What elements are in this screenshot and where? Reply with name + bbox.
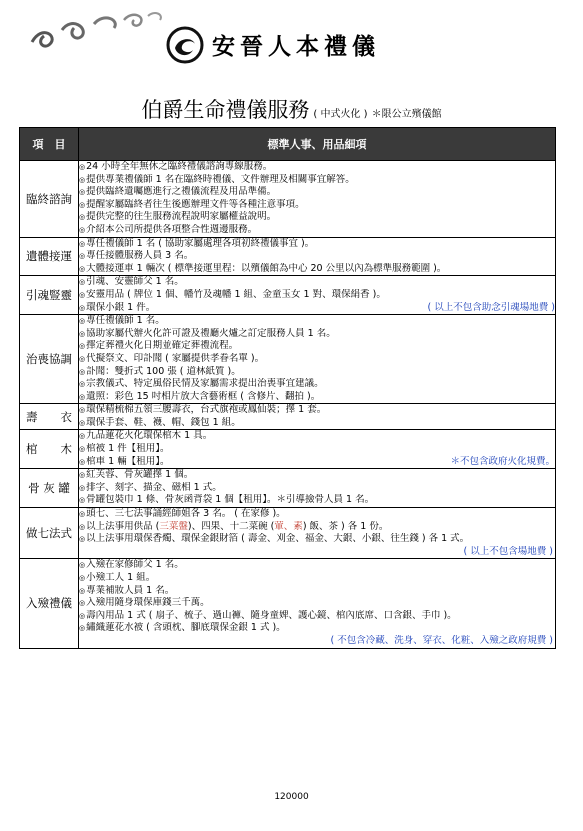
item-text: 環保手套、鞋、襪、帽、錢包 1 組。 xyxy=(86,416,241,428)
row-items xyxy=(79,161,556,238)
item-line xyxy=(79,315,555,328)
bullet-icon: ◎ xyxy=(79,535,86,544)
highlight-text: 葷、素 xyxy=(274,520,303,532)
item-text: 入殮用隨身環保庫錢三千萬。 xyxy=(86,597,210,609)
exclusion-note: ( 以上不包含場地費 ) xyxy=(463,545,553,557)
bullet-icon: ◎ xyxy=(79,278,86,287)
item-text: 環保小銀 1 件。 xyxy=(86,301,156,313)
item-text: 24 小時全年無休之臨終禮儀諮詢專線服務。 xyxy=(86,161,273,172)
item-line xyxy=(79,610,555,623)
table-row xyxy=(20,508,556,559)
bullet-icon: ◎ xyxy=(79,457,86,466)
item-text: 以上法事用環保香燭、環保金銀財箔 ( 壽金、刈金、福金、大銀、小銀、往生錢 ) 各 1 式。 xyxy=(86,533,470,545)
company-logo-icon xyxy=(166,26,204,64)
bullet-icon: ◎ xyxy=(79,432,86,441)
item-line xyxy=(79,224,555,237)
bullet-icon: ◎ xyxy=(79,239,86,248)
item-text: 排字、刻字、描金、磁相 1 式。 xyxy=(86,481,222,493)
item-line xyxy=(79,559,555,572)
item-line xyxy=(79,250,555,263)
row-category: 引魂豎靈 xyxy=(20,276,79,315)
item-line xyxy=(79,508,555,521)
price-total: 120000 xyxy=(274,792,309,802)
table-row xyxy=(20,469,556,508)
item-text: 繡織蓮花水被 ( 含頭枕、腳底環保金銀 1 式 )。 xyxy=(86,622,286,634)
item-line xyxy=(79,263,555,276)
item-text: 以上法事用供品 ( xyxy=(86,520,160,532)
item-text: 訃聞：雙折式 100 張 ( 道林紙質 )。 xyxy=(86,365,241,377)
item-line xyxy=(79,597,555,610)
item-text: 頭七、三七法事誦經師姐各 3 名。 ( 在家修 )。 xyxy=(86,508,286,520)
table-row xyxy=(20,559,556,648)
table-row xyxy=(20,276,556,315)
item-line xyxy=(79,469,555,482)
row-items xyxy=(79,469,556,508)
item-text xyxy=(79,302,155,315)
row-items xyxy=(79,276,556,315)
item-text: 骨罐包裝巾 1 條、骨灰函背袋 1 個【租用】。＊引導撿骨人員 1 名。 xyxy=(86,494,375,506)
bullet-icon: ◎ xyxy=(79,392,86,401)
item-text: ) 飯、茶 ) 各 1 份。 xyxy=(302,520,389,532)
header-detail: 標準人事、用品細項 xyxy=(79,128,556,161)
table-row xyxy=(20,315,556,404)
bullet-icon: ◎ xyxy=(79,380,86,389)
bullet-icon: ◎ xyxy=(79,163,86,171)
item-text xyxy=(79,456,169,469)
bullet-icon: ◎ xyxy=(79,406,86,415)
header-item: 項 目 xyxy=(20,128,79,161)
item-text: 專任接體服務人員 3 名。 xyxy=(86,250,194,262)
item-text: 入殮在家修師父 1 名。 xyxy=(86,559,184,571)
bullet-icon: ◎ xyxy=(79,445,86,454)
item-line xyxy=(79,276,555,289)
item-line xyxy=(79,186,555,199)
item-line xyxy=(79,391,555,404)
item-line xyxy=(79,572,555,585)
bullet-icon: ◎ xyxy=(79,290,86,299)
exclusion-note: ( 不包含冷藏、洗身、穿衣、化粧、入殮之政府規費 ) xyxy=(330,634,553,646)
item-text: 專任禮儀師 1 名。 xyxy=(86,315,165,327)
item-text: 提供完整的往生服務流程說明家屬權益說明。 xyxy=(86,211,277,223)
bullet-icon: ◎ xyxy=(79,367,86,376)
item-text: )、四果、十二菜碗 ( xyxy=(187,520,275,532)
table-header-row xyxy=(20,128,556,161)
item-text: 安靈用品 ( 牌位 1 個、幡竹及魂幡 1 組、金童玉女 1 對、環保絹香 )。 xyxy=(86,288,386,300)
item-text: 提供臨終遺囑應進行之禮儀流程及用品準備。 xyxy=(86,186,277,198)
item-text: 專業補妝人員 1 名。 xyxy=(86,584,175,596)
item-line xyxy=(79,404,555,417)
item-text: 協助家屬代辦火化許可證及禮廳火爐之訂定服務人員 1 名。 xyxy=(86,327,336,339)
item-line xyxy=(79,340,555,353)
item-line xyxy=(79,174,555,187)
item-line xyxy=(79,443,555,456)
page-title xyxy=(0,94,583,124)
item-line xyxy=(79,289,555,302)
item-text: 棺車 1 輛【租用】。 xyxy=(86,455,170,467)
item-line xyxy=(79,211,555,224)
table-row xyxy=(20,430,556,469)
bullet-icon: ◎ xyxy=(79,483,86,492)
item-text: 九品蓮花火化環保棺木 1 具。 xyxy=(86,430,213,442)
title-main: 伯爵生命禮儀服務 xyxy=(141,98,310,122)
item-line xyxy=(79,378,555,391)
row-category: 入殮禮儀 xyxy=(20,559,79,648)
bullet-icon: ◎ xyxy=(79,561,86,570)
item-text: 壽內用品 1 式 ( 扇子、梳子、過山褲、隨身童婢、護心鏡、棺內底席、口含銀、手巾 )。 xyxy=(86,609,457,621)
item-line xyxy=(79,456,555,469)
exclusion-note: ＊不包含政府火化規費。 xyxy=(450,455,555,467)
bullet-icon: ◎ xyxy=(79,522,86,531)
item-line xyxy=(79,353,555,366)
item-line xyxy=(79,585,555,598)
bullet-icon: ◎ xyxy=(79,264,86,273)
bullet-icon: ◎ xyxy=(79,510,86,519)
row-category: 做七法式 xyxy=(20,508,79,559)
bullet-icon: ◎ xyxy=(79,225,86,234)
item-text: 引魂、安靈師父 1 名。 xyxy=(86,276,184,288)
item-text: 宗教儀式、特定風俗民情及家屬需求提出治喪事宜建議。 xyxy=(86,378,324,390)
item-text: 提醒家屬臨終者往生後應辦理文件等各種注意事項。 xyxy=(86,198,305,210)
table-row xyxy=(20,404,556,430)
decorative-swirl xyxy=(28,6,168,50)
item-line xyxy=(79,622,555,635)
item-line xyxy=(79,328,555,341)
title-note: ＊限公立殯儀館 xyxy=(371,109,442,120)
item-line xyxy=(79,430,555,443)
item-line xyxy=(79,482,555,495)
item-text: 紅芙蓉、骨灰罐擇 1 個。 xyxy=(86,469,194,481)
bullet-icon: ◎ xyxy=(79,574,86,582)
row-items xyxy=(79,508,556,559)
bullet-icon: ◎ xyxy=(79,213,86,222)
item-text: 大體接運車 1 輛次 ( 標準接運里程：以殯儀館為中心 20 公里以內為標準服務範圍 )。 xyxy=(86,262,447,274)
bullet-icon: ◎ xyxy=(79,586,86,595)
bullet-icon: ◎ xyxy=(79,599,86,608)
row-category: 遺體接運 xyxy=(20,237,79,276)
bullet-icon: ◎ xyxy=(79,611,86,620)
bullet-icon: ◎ xyxy=(79,200,86,209)
item-line xyxy=(79,533,555,546)
row-category: 臨終諮詢 xyxy=(20,161,79,238)
item-line xyxy=(79,521,555,534)
bullet-icon: ◎ xyxy=(79,354,86,363)
row-items xyxy=(79,430,556,469)
item-line xyxy=(79,161,555,174)
bullet-icon: ◎ xyxy=(79,624,86,633)
item-text: 遺照：彩色 15 吋相片放大含藝術框 ( 含修片、翻拍 )。 xyxy=(86,390,321,402)
row-category: 骨 灰 罐 xyxy=(20,469,79,508)
bullet-icon: ◎ xyxy=(79,175,86,184)
item-line xyxy=(79,302,555,315)
row-items xyxy=(79,237,556,276)
bullet-icon: ◎ xyxy=(79,496,86,505)
row-category: 壽 衣 xyxy=(20,404,79,430)
item-text: 介紹本公司所提供各項整合性週邊服務。 xyxy=(86,223,258,235)
item-line xyxy=(79,366,555,379)
bullet-icon: ◎ xyxy=(79,418,86,427)
item-line xyxy=(79,494,555,507)
highlight-text: 三菜盤 xyxy=(159,520,188,532)
table-row xyxy=(20,161,556,238)
row-items xyxy=(79,559,556,648)
item-line xyxy=(79,417,555,430)
row-items xyxy=(79,404,556,430)
exclusion-note: ( 以上不包含助念引魂場地費 ) xyxy=(427,301,555,313)
bullet-icon: ◎ xyxy=(79,188,86,197)
service-table xyxy=(19,127,556,649)
item-text: 擇定葬禮火化日期並確定葬禮流程。 xyxy=(86,340,239,352)
item-text: 代擬祭文、印訃聞 ( 家屬提供孝眷名單 )。 xyxy=(86,352,265,364)
item-text: 環保精梳棉五領三腰壽衣，台式旗袍或鳳仙裝；擇 1 套。 xyxy=(86,404,327,416)
row-category: 治喪協調 xyxy=(20,315,79,404)
item-text: 專任禮儀師 1 名 ( 協助家屬處理各項初終禮儀事宜 )。 xyxy=(86,237,315,249)
item-text: 棺被 1 件【租用】。 xyxy=(86,443,170,455)
bullet-icon: ◎ xyxy=(79,303,86,312)
bullet-icon: ◎ xyxy=(79,329,86,338)
bullet-icon: ◎ xyxy=(79,317,86,326)
bullet-icon: ◎ xyxy=(79,342,86,351)
row-category: 棺 木 xyxy=(20,430,79,469)
item-line xyxy=(79,199,555,212)
brand-name: 安晉人本禮儀 xyxy=(212,33,380,60)
row-items xyxy=(79,315,556,404)
bullet-icon: ◎ xyxy=(79,471,86,480)
item-text: 提供專業禮儀師 1 名在臨終時禮儀、文件辦理及相關事宜解答。 xyxy=(86,173,355,185)
bullet-icon: ◎ xyxy=(79,252,86,261)
item-line xyxy=(79,238,555,251)
table-row xyxy=(20,237,556,276)
title-sub: ( 中式火化 ) xyxy=(313,109,368,120)
item-text: 小殮工人 1 組。 xyxy=(86,572,156,583)
